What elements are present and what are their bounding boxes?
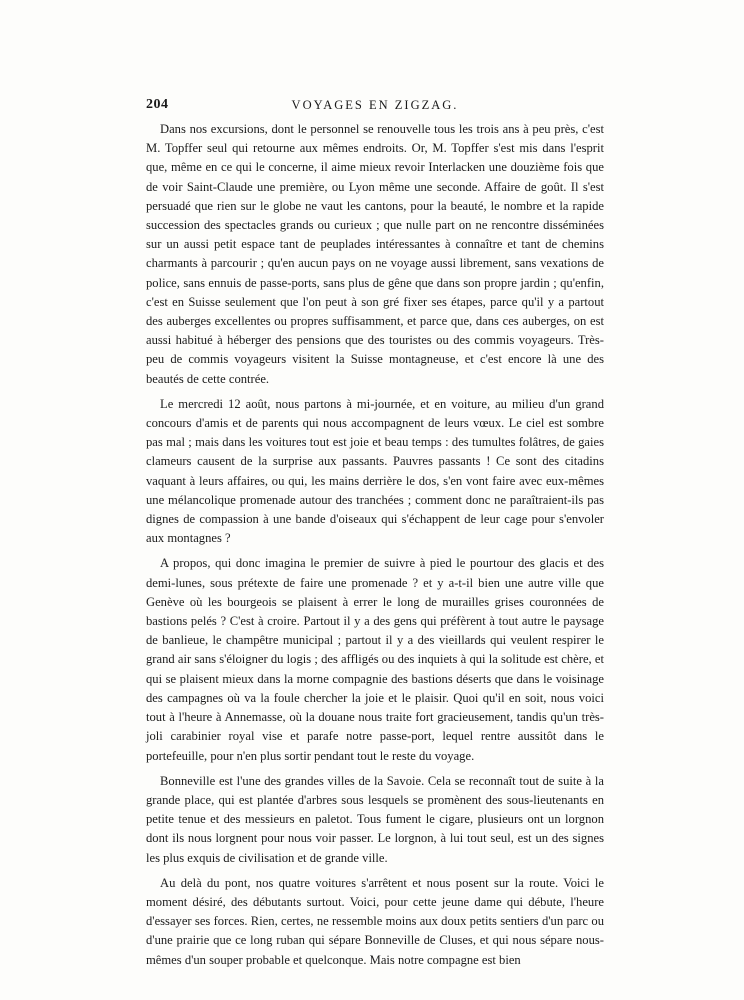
page-number: 204 xyxy=(146,97,169,112)
body-text xyxy=(146,120,604,970)
paragraph-3: A propos, qui donc imagina le premier de suivre à pied le pourtour des glacis et des demi-lunes, sous prétexte de faire une promenade ? et y a-t-il bien une autre ville que Genève où les bourgeois se plaisent à errer le long de murailles grises couronnées de bastions pelés ? C'est à croire. Partout il y a des gens qui préfèrent à tout autre le paysage de banlieue, le champêtre municipal ; partout il y a des vieillards qui veulent respirer le grand air sans s'éloigner du logis ; des affligés ou des inquiets à qui la solitude est chère, et qui se plaisent mieux dans la morne compagnie des bastions déserts que dans le voisinage des campagnes où va la foule chercher la joie et le plaisir. Quoi qu'il en soit, nous voici tout à l'heure à Annemasse, où la douane nous traite fort gracieusement, tandis qu'un très-joli carabinier royal vise et parafe notre passe-port, lequel rentre aussitôt dans le portefeuille, pour n'en plus sortir pendant tout le reste du voyage. xyxy=(146,556,604,763)
paragraph-1: Dans nos excursions, dont le personnel se renouvelle tous les trois ans à peu près, c'est M. Topffer seul qui retourne aux mêmes endroits. Or, M. Topffer s'est mis dans l'esprit que, même en ce qui le concerne, il aime mieux revoir Interlacken une douzième fois que de voir Saint-Claude une première, ou Lyon même une seconde. Affaire de goût. Il s'est persuadé que rien sur le globe ne vaut les cantons, pour la beauté, le nombre et la rapide succession des spectacles grands ou curieux ; que nulle part on ne rencontre disséminées sur un aussi petit espace tant de peuplades intéressantes à connaître et tant de chemins charmants à parcourir ; qu'en aucun pays on ne voyage aussi librement, sans vexations de police, sans ennuis de passe-ports, sans plus de gêne que dans son propre jardin ; qu'enfin, c'est en Suisse seulement que l'on peut à son gré fixer ses étapes, parce qu'il y a partout des auberges excellentes ou propres suffisamment, et parce que, dans ces auberges, on est aussi habitué à héberger des pensions que des touristes ou des commis voyageurs. Très-peu de commis voyageurs visitent la Suisse montagneuse, et c'est encore là une des beautés de cette contrée. xyxy=(146,122,604,386)
paragraph-5: Au delà du pont, nos quatre voitures s'arrêtent et nous posent sur la route. Voici le moment désiré, des débutants surtout. Voici, pour cette jeune dame qui débute, l'heure d'essayer ses forces. Rien, certes, ne ressemble moins aux doux petits sentiers d'un parc ou d'une prairie que ce long ruban qui sépare Bonneville de Cluses, et qui nous sépare nous-mêmes d'un souper probable et quelconque. Mais notre compagne est bien xyxy=(146,875,604,967)
paragraph-2: Le mercredi 12 août, nous partons à mi-journée, et en voiture, au milieu d'un grand concours d'amis et de parents qui nous accompagnent de leurs vœux. Le ciel est sombre pas mal ; mais dans les voitures tout est joie et beau temps : des tumultes folâtres, de gaies clameurs causent de la surprise aux passants. Pauvres passants ! Ce sont des citadins vaquant à leurs affaires, ou qui, les mains derrière le dos, s'en vont faire avec eux-mêmes une mélancolique promenade autour des tranchées ; comment donc ne paraîtraient-ils pas dignes de compassion à une bande d'oiseaux qui s'échappent de leur cage pour s'envoler aux montagnes ? xyxy=(146,396,604,546)
page-header xyxy=(146,97,604,117)
paragraph-4: Bonneville est l'une des grandes villes de la Savoie. Cela se reconnaît tout de suite à la grande place, qui est plantée d'arbres sous lesquels se promènent des sous-lieutenants en petite tenue et des messieurs en paletot. Tous fument le cigare, plusieurs ont un lorgnon dont ils nous lorgnent pour nous voir passer. Le lorgnon, à lui tout seul, est un des signes les plus exquis de civilisation et de grande ville. xyxy=(146,773,604,865)
running-head: VOYAGES EN ZIGZAG. xyxy=(291,98,459,112)
